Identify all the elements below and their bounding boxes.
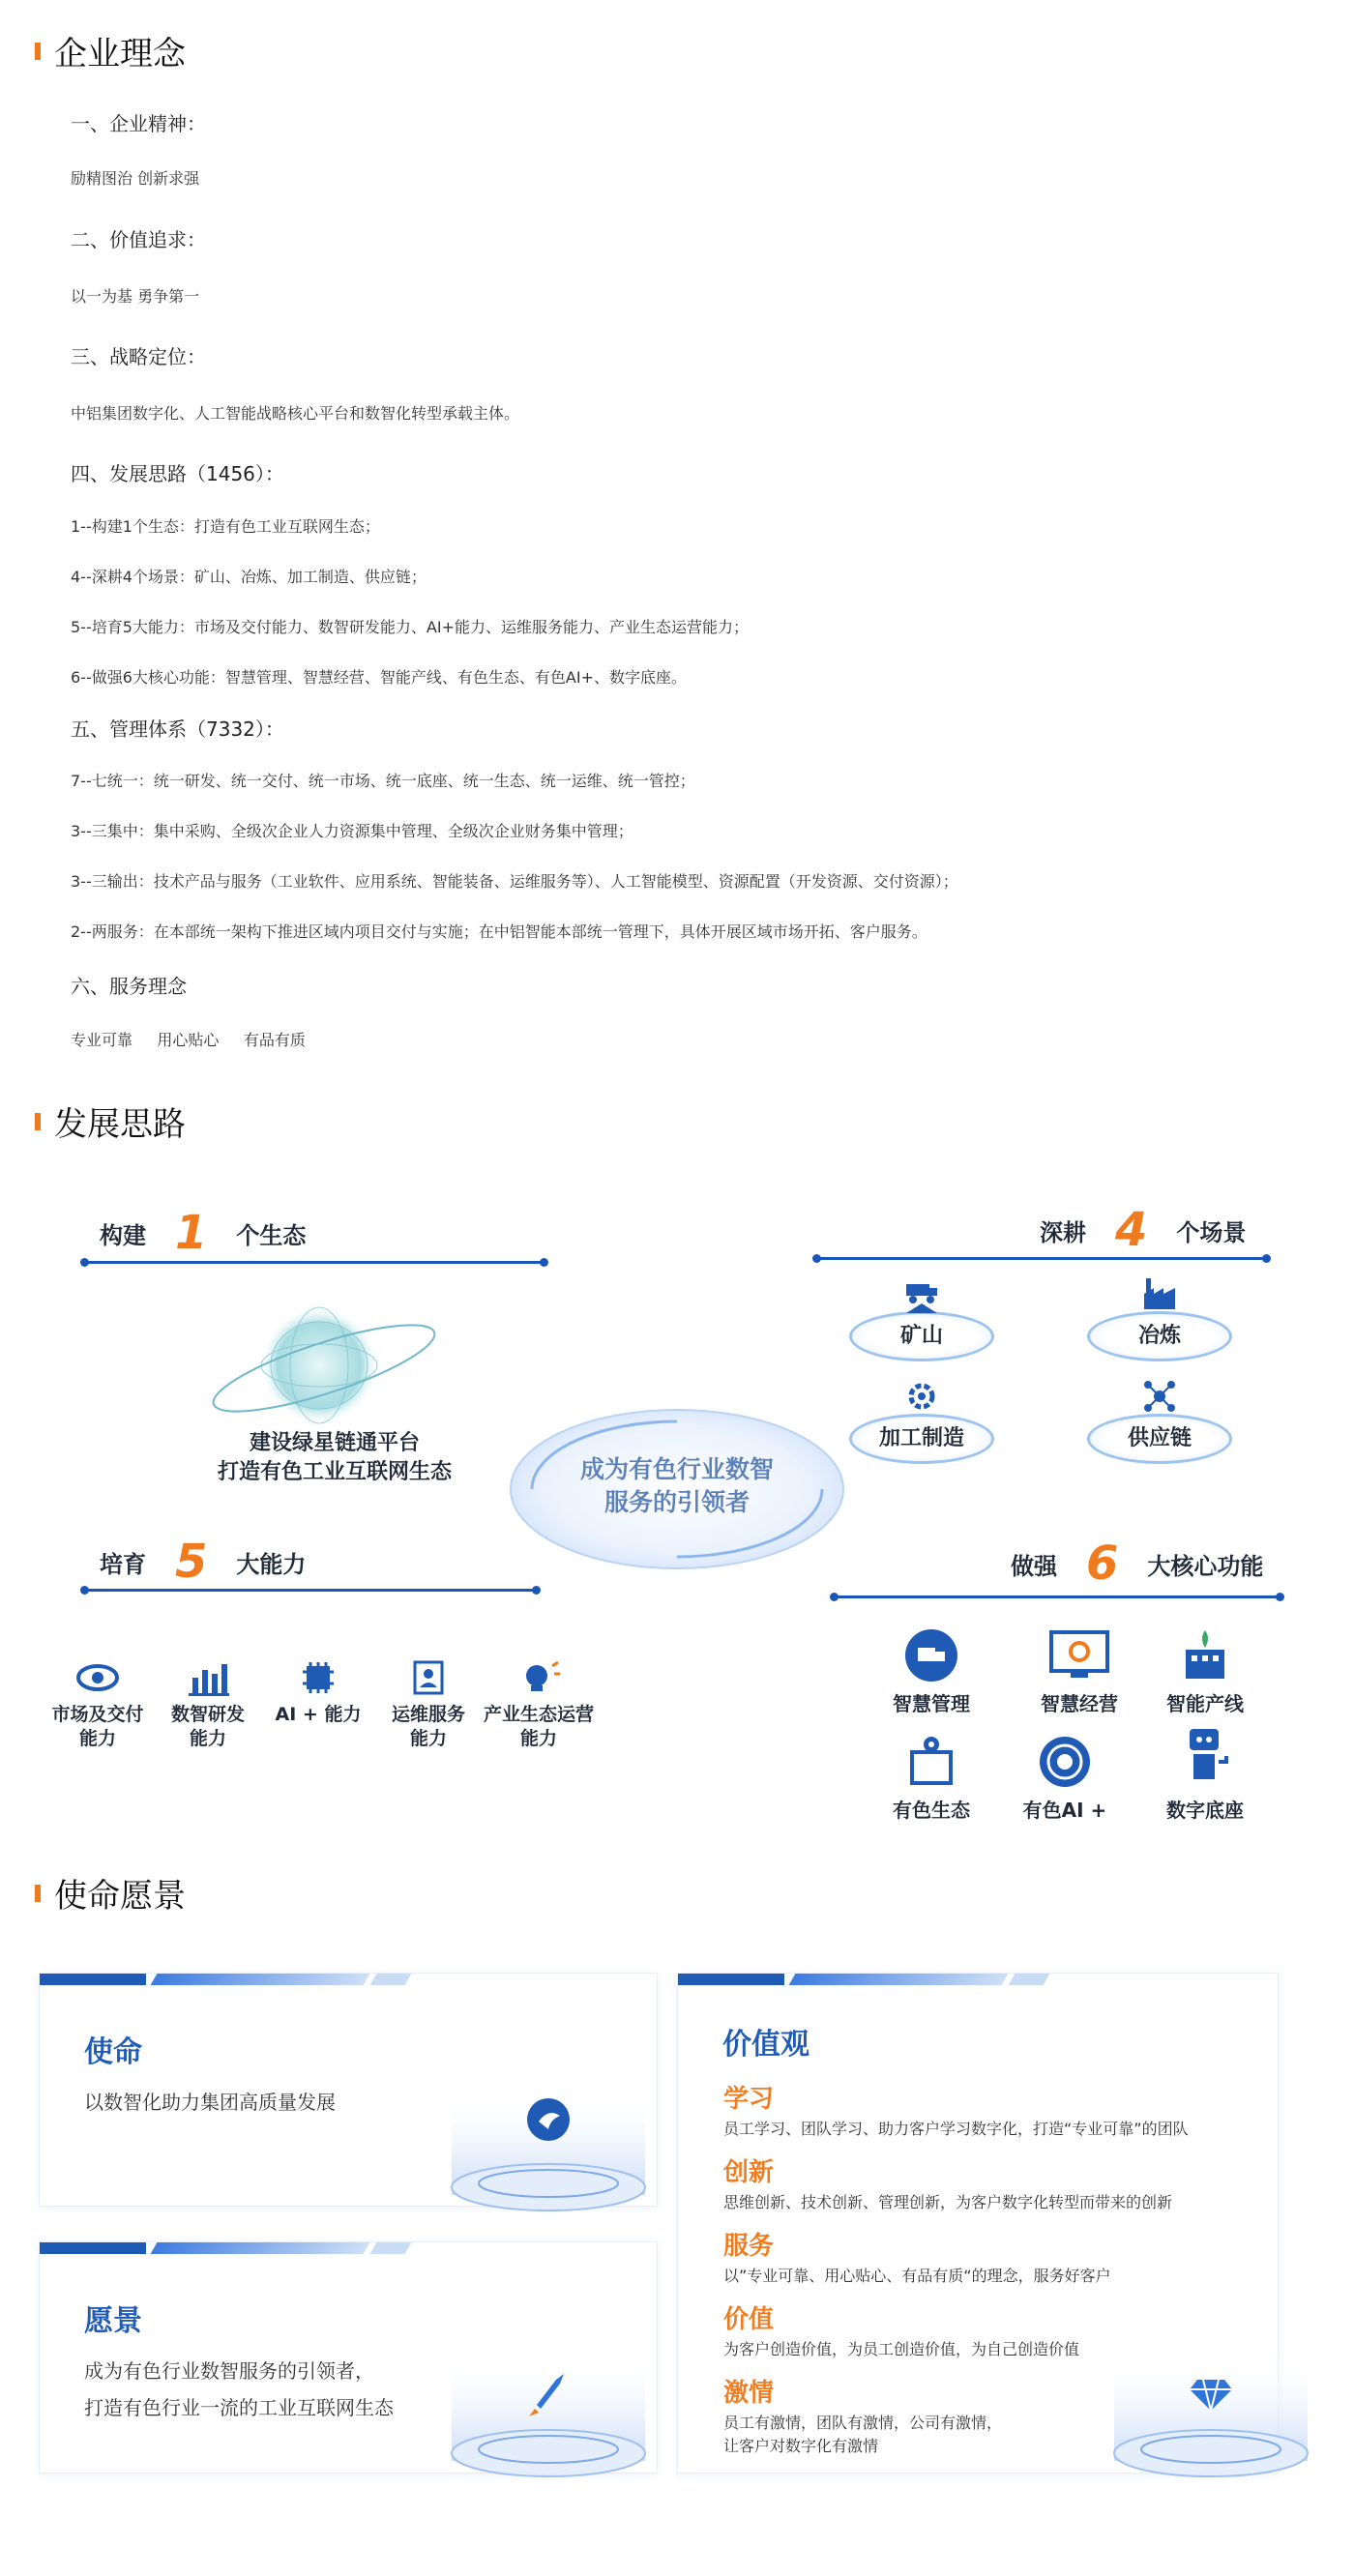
core-smart-production <box>1133 1626 1278 1716</box>
strengthen-core-line <box>834 1595 1280 1598</box>
stripe-segment <box>678 1974 784 1985</box>
title-suffix: 大能力 <box>236 1550 307 1578</box>
stripe-segment <box>370 2242 412 2254</box>
build-ecosystem-text <box>199 1429 470 1487</box>
core-label: 智慧管理 <box>893 1692 970 1715</box>
card-top-stripe <box>678 1974 1278 1985</box>
capability-label <box>471 1703 606 1751</box>
ai-badge-icon <box>1036 1733 1094 1791</box>
chip-icon <box>295 1658 341 1697</box>
stripe-segment <box>151 1974 370 1985</box>
vision-text-line-1: 成为有色行业数智服务的引领者， <box>84 2359 374 2383</box>
title-accent-bar <box>35 1885 41 1902</box>
card-top-stripe <box>40 2242 657 2254</box>
capability-label-line-1: 市场及交付 <box>51 1704 144 1725</box>
value-label-passion: 激情 <box>723 2379 775 2408</box>
value-text-passion <box>723 2412 1002 2458</box>
title-suffix: 大核心功能 <box>1147 1552 1264 1580</box>
philosophy-text-5-1: 7--七统一：统一研发、统一交付、统一市场、统一底座、统一生态、统一运维、统一管控； <box>71 772 695 790</box>
values-title: 价值观 <box>722 2028 809 2062</box>
cultivate-capabilities-title <box>100 1535 307 1589</box>
center-text <box>542 1453 812 1519</box>
deepen-scenes-title <box>1040 1203 1247 1257</box>
core-digital-base <box>1133 1723 1278 1823</box>
center-text-line-1: 成为有色行业数智 <box>579 1455 774 1483</box>
capability-label-line-2: 能力 <box>519 1728 557 1749</box>
philosophy-heading-5: 五、管理体系（7332）： <box>71 717 284 741</box>
stripe-segment <box>789 1974 1009 1985</box>
capability-label-line-1: 数智研发 <box>170 1704 245 1725</box>
capability-label-line-1: AI + 能力 <box>275 1704 362 1725</box>
mission-title: 使命 <box>84 2035 142 2069</box>
card-top-stripe <box>40 1974 657 1985</box>
core-smart-management <box>859 1626 1004 1716</box>
mission-pedestal <box>440 2079 658 2224</box>
philosophy-text-5-3: 3--三输出：技术产品与服务（工业软件、应用系统、智能装备、运维服务等）、人工智能模型、资源配置（开发资源、交付资源）； <box>71 872 958 891</box>
bar-chart-icon <box>185 1658 231 1697</box>
philosophy-heading-3: 三、战略定位： <box>71 345 206 368</box>
title-accent-bar <box>35 43 41 60</box>
philosophy-text-2: 以一为基 勇争第一 <box>71 287 200 306</box>
title-prefix: 深耕 <box>1040 1218 1086 1246</box>
philosophy-text-1: 励精图治 创新求强 <box>71 169 200 188</box>
build-text-line-1: 建设绿星链通平台 <box>249 1431 420 1455</box>
core-label: 智慧经营 <box>1041 1692 1118 1715</box>
section-title-text: 使命愿景 <box>54 1877 186 1916</box>
values-pedestal <box>1103 2345 1320 2490</box>
globe-icon <box>198 1296 450 1436</box>
robot-icon <box>1176 1723 1234 1791</box>
stripe-segment <box>370 1974 412 1985</box>
philosophy-text-4-3: 5--培育5大能力：市场及交付能力、数智研发能力、AI+能力、运维服务能力、产业生态运营能力； <box>71 618 749 636</box>
value-text-learning: 员工学习、团队学习、助力客户学习数字化，打造“专业可靠”的团队 <box>723 2120 1189 2138</box>
value-text-passion-line-2: 让客户对数字化有激情 <box>723 2437 879 2455</box>
strengthen-core-title <box>1011 1537 1264 1591</box>
title-suffix: 个生态 <box>236 1221 307 1249</box>
philosophy-heading-2: 二、价值追求： <box>71 228 206 251</box>
truck-icon <box>902 1626 960 1684</box>
value-text-innovation: 思维创新、技术创新、管理创新，为客户数字化转型而带来的创新 <box>723 2193 1173 2211</box>
value-label-learning: 学习 <box>723 2085 775 2114</box>
scene-label: 供应链 <box>1127 1426 1192 1450</box>
deepen-scenes-line <box>816 1257 1267 1260</box>
title-number: 4 <box>1115 1203 1148 1257</box>
vision-pedestal <box>440 2345 658 2490</box>
capability-ecosystem-operation <box>471 1658 606 1751</box>
build-ecosystem-title <box>100 1206 307 1260</box>
value-text-passion-line-1: 员工有激情，团队有激情，公司有激情， <box>723 2414 1003 2432</box>
philosophy-text-3: 中铝集团数字化、人工智能战略核心平台和数智化转型承载主体。 <box>71 404 520 423</box>
title-suffix: 个场景 <box>1176 1218 1247 1246</box>
core-label: 智能产线 <box>1166 1692 1244 1715</box>
scene-label: 矿山 <box>899 1324 943 1348</box>
core-label: 有色AI + <box>1022 1799 1107 1822</box>
title-prefix: 做强 <box>1011 1552 1057 1580</box>
build-ecosystem-line <box>84 1261 545 1264</box>
value-label-service: 服务 <box>723 2232 775 2261</box>
capability-label-line-2: 能力 <box>78 1728 116 1749</box>
title-prefix: 构建 <box>100 1221 146 1249</box>
title-prefix: 培育 <box>100 1550 146 1578</box>
core-label: 有色生态 <box>893 1799 970 1822</box>
center-text-line-2: 服务的引领者 <box>603 1488 750 1516</box>
production-line-icon <box>1176 1626 1234 1684</box>
value-text-value: 为客户创造价值，为员工创造价值，为自己创造价值 <box>723 2340 1080 2358</box>
section-title-mission-vision <box>35 1869 186 1917</box>
philosophy-text-5-4: 2--两服务：在本部统一架构下推进区域内项目交付与实施；在中铝智能本部统一管理下，具体开展区域市场开拓、客户服务。 <box>71 922 927 941</box>
philosophy-text-4-4: 6--做强6大核心功能：智慧管理、智慧经营、智能产线、有色生态、有色AI+、数字底座。 <box>71 668 687 687</box>
scene-label: 冶炼 <box>1137 1324 1181 1348</box>
philosophy-text-6: 专业可靠 用心贴心 有品有质 <box>71 1031 306 1049</box>
title-number: 5 <box>175 1535 208 1589</box>
philosophy-heading-1: 一、企业精神： <box>71 112 206 135</box>
title-number: 6 <box>1086 1537 1119 1591</box>
mining-truck-icon <box>902 1274 941 1313</box>
value-label-value: 价值 <box>723 2305 775 2334</box>
monitor-gear-icon <box>1045 1626 1113 1684</box>
factory-icon <box>1140 1274 1179 1313</box>
gear-icon <box>902 1377 941 1416</box>
stripe-segment <box>151 2242 370 2254</box>
service-person-icon <box>405 1658 452 1697</box>
capability-label-line-1: 产业生态运营 <box>483 1704 594 1725</box>
mission-text: 以数智化助力集团高质量发展 <box>84 2091 336 2114</box>
lightbulb-icon <box>515 1658 562 1697</box>
core-smart-operation <box>1007 1626 1152 1716</box>
philosophy-heading-4: 四、发展思路（1456）： <box>71 462 284 485</box>
stripe-segment <box>40 2242 146 2254</box>
value-label-innovation: 创新 <box>723 2158 775 2187</box>
philosophy-text-4-1: 1--构建1个生态：打造有色工业互联网生态； <box>71 517 380 536</box>
scene-label: 加工制造 <box>878 1426 964 1450</box>
capability-label-line-2: 能力 <box>409 1728 447 1749</box>
vision-text <box>84 2353 394 2426</box>
philosophy-text-5-2: 3--三集中：集中采购、全级次企业人力资源集中管理、全级次企业财务集中管理； <box>71 822 633 840</box>
section-title-philosophy <box>35 27 186 74</box>
core-label: 数字底座 <box>1166 1799 1244 1822</box>
section-title-text: 发展思路 <box>54 1105 186 1144</box>
capability-label-line-1: 运维服务 <box>391 1704 465 1725</box>
philosophy-heading-6: 六、服务理念 <box>71 975 187 998</box>
network-icon <box>1140 1377 1179 1416</box>
capability-label-line-2: 能力 <box>189 1728 226 1749</box>
section-title-development <box>35 1098 186 1145</box>
title-accent-bar <box>35 1113 41 1130</box>
eye-icon <box>74 1658 121 1697</box>
core-nonferrous-ai <box>992 1733 1137 1823</box>
core-nonferrous-ecosystem <box>859 1733 1004 1823</box>
stripe-segment <box>1009 1974 1050 1985</box>
vision-text-line-2: 打造有色行业一流的工业互联网生态 <box>84 2396 394 2419</box>
section-title-text: 企业理念 <box>54 35 186 73</box>
cultivate-capabilities-line <box>84 1589 537 1592</box>
vision-title: 愿景 <box>84 2304 142 2338</box>
build-text-line-2: 打造有色工业互联网生态 <box>217 1460 452 1484</box>
location-screen-icon <box>902 1733 960 1791</box>
philosophy-text-4-2: 4--深耕4个场景：矿山、冶炼、加工制造、供应链； <box>71 568 427 586</box>
value-text-service: 以”专业可靠、用心贴心、有品有质“的理念，服务好客户 <box>723 2267 1111 2285</box>
title-number: 1 <box>175 1206 208 1260</box>
stripe-segment <box>40 1974 146 1985</box>
